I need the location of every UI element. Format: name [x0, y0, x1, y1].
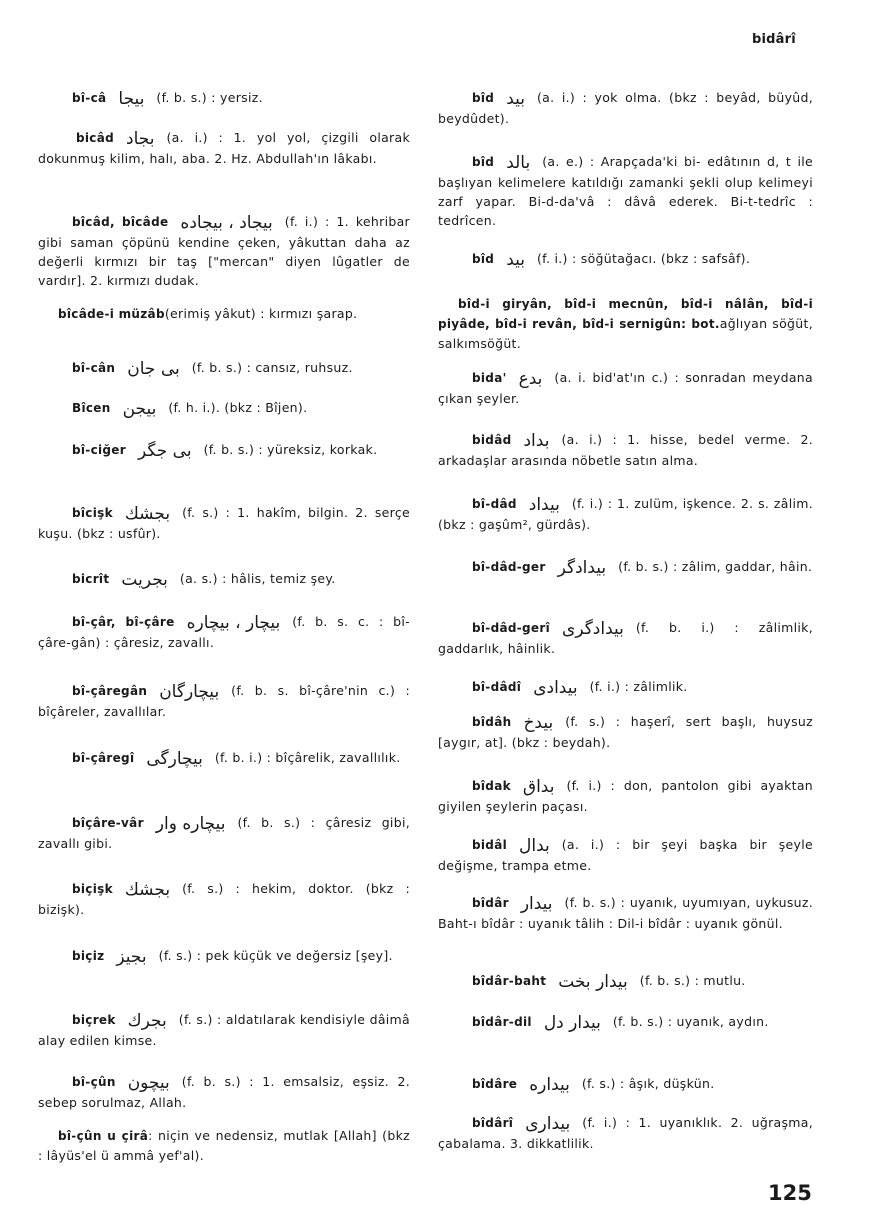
dictionary-entry — [438, 712, 813, 752]
entry-definition: (f. b. i.) : bîçârelik, zavallılık. — [214, 750, 401, 765]
entry-headword: bîdâr-dil — [472, 1015, 532, 1029]
entry-headword: bî-dâdî — [472, 680, 522, 694]
entry-headword: bicrît — [72, 572, 110, 586]
dictionary-entry — [38, 1010, 410, 1050]
dictionary-entry — [438, 430, 813, 470]
entry-definition: (a. s.) : hâlis, temiz şey. — [179, 571, 336, 586]
entry-arabic-script: بی جگر — [137, 441, 192, 461]
dictionary-entry — [438, 835, 813, 875]
entry-headword: biçişk — [72, 882, 113, 896]
entry-definition: (f. b. s.) : 1. emsalsiz, eşsiz. 2. sebep sorulmaz, Allah. — [38, 1074, 410, 1110]
dictionary-entry — [438, 294, 813, 353]
dictionary-entry — [438, 494, 813, 534]
entry-definition: (f. i.) : don, pantolon gibi ayaktan giyilen şeylerin paçası. — [438, 778, 813, 814]
entry-definition: (f. s.) : hekim, doktor. (bkz : bizişk). — [38, 881, 410, 917]
entry-headword: bî-çâr, bî-çâre — [72, 615, 175, 629]
entry-arabic-script: بیدار بخت — [558, 972, 628, 992]
entry-headword: bîdâh — [472, 715, 512, 729]
dictionary-entry — [38, 612, 410, 652]
dictionary-entry — [38, 681, 410, 721]
entry-headword: bîdâr-baht — [472, 974, 547, 988]
entry-arabic-script: بیدادگر — [557, 558, 607, 578]
entry-definition: (f. i.) : söğütağacı. (bkz : safsâf). — [537, 251, 751, 266]
entry-definition: (erimiş yâkut) : kırmızı şarap. — [164, 306, 358, 321]
entry-definition: (f. s.) : pek küçük ve değersiz [şey]. — [158, 948, 393, 963]
entry-arabic-script: بید — [506, 89, 525, 109]
entry-definition: (f. s.) : 1. hakîm, bilgin. 2. serçe kuşu. (bkz : usfûr). — [38, 505, 410, 541]
entry-arabic-script: بیداره — [529, 1075, 570, 1095]
entry-headword: bî-dâd-ger — [472, 560, 546, 574]
entry-headword: bî-çâregî — [72, 751, 135, 765]
entry-arabic-script: بجشك — [124, 880, 171, 900]
page-header-word: bidârî — [752, 32, 796, 47]
entry-definition: (f. i.) : 1. kehribar gibi saman çöpünü kendine çeken, yâkuttan daha az değerli kırmızı bir taş ["mercan" diyen lûgatler de vardır]. 2. kırmızı dudak. — [38, 214, 410, 288]
dictionary-entry — [438, 618, 813, 658]
dictionary-entry — [38, 1072, 410, 1112]
entry-headword: bida' — [472, 371, 507, 385]
entry-headword: biçrek — [72, 1013, 116, 1027]
entry-arabic-script: بیجاد ، بیجاده — [180, 213, 273, 233]
dictionary-entry — [438, 1113, 813, 1153]
entry-definition: ağlıyan söğüt, salkımsöğüt. — [438, 316, 813, 351]
entry-headword: bicâd — [76, 131, 115, 145]
entry-arabic-script: بداق — [522, 777, 555, 797]
entry-definition: (a. i.) : yok olma. (bkz : beyâd, büyûd, beydûdet). — [438, 90, 813, 126]
entry-headword: bî-çûn — [72, 1075, 116, 1089]
entry-definition: (f. b. s.) : mutlu. — [639, 973, 746, 988]
dictionary-entry — [38, 813, 410, 853]
dictionary-entry — [438, 776, 813, 816]
entry-headword: bîdâr — [472, 896, 509, 910]
entry-headword: bî-dâd-gerî — [472, 621, 551, 635]
dictionary-entry — [438, 1074, 813, 1095]
entry-headword: bîcâd, bîcâde — [72, 215, 169, 229]
dictionary-entry — [38, 398, 410, 419]
entry-headword: bîd — [472, 155, 495, 169]
entry-headword: bîd — [472, 91, 495, 105]
entry-arabic-script: بدع — [518, 369, 543, 389]
entry-arabic-script: بیچار ، بیچاره — [186, 613, 281, 633]
dictionary-entry — [38, 503, 410, 543]
entry-definition: (f. b. s.) : cansız, ruhsuz. — [191, 360, 353, 375]
entry-arabic-script: بجریت — [121, 570, 168, 590]
entry-headword: bîçâre-vâr — [72, 816, 144, 830]
entry-arabic-script: بی جان — [127, 359, 180, 379]
entry-definition: (f. b. i.) : zâlimlik, gaddarlık, hâinlik. — [438, 620, 813, 656]
dictionary-entry — [38, 879, 410, 919]
dictionary-entry — [38, 569, 410, 590]
dictionary-entry — [438, 1012, 813, 1033]
entry-definition: (f. b. s.) : zâlim, gaddar, hâin. — [618, 559, 813, 574]
dictionary-entry — [38, 128, 410, 168]
entry-definition: (f. i.) : 1. uyanıklık. 2. uğraşma, çabalama. 3. dikkatlilik. — [438, 1115, 813, 1151]
dictionary-entry — [438, 893, 813, 933]
entry-definition: (a. i.) : bir şeyi başka bir şeyle değişme, trampa etme. — [438, 837, 813, 873]
entry-headword: bîd-i giryân, bîd-i mecnûn, bîd-i nâlân, bîd-i piyâde, bîd-i revân, bîd-i sernigûn: bot. — [438, 297, 813, 331]
entry-arabic-script: بدال — [519, 836, 550, 856]
entry-arabic-script: بیچاره وار — [155, 814, 226, 834]
entry-definition: (f. b. s.) : çâresiz gibi, zavallı gibi. — [38, 815, 410, 851]
dictionary-entry — [438, 557, 813, 578]
dictionary-entry — [38, 212, 410, 290]
page-number: 125 — [768, 1181, 812, 1205]
entry-arabic-script: بیچون — [127, 1073, 170, 1093]
entry-arabic-script: بیجا — [118, 89, 145, 109]
entry-definition: (a. i.) : 1. yol yol, çizgili olarak dokunmuş kilim, halı, aba. 2. Hz. Abdullah'ın lâkabı. — [38, 130, 410, 166]
entry-arabic-script: بجیز — [116, 947, 147, 967]
entry-definition: (f. b. s. c. : bî-çâre-gân) : çâresiz, zavallı. — [38, 614, 410, 650]
entry-headword: bîdak — [472, 779, 511, 793]
entry-definition: (f. i.) : 1. zulüm, işkence. 2. s. zâlim. (bkz : gaşûm², gürdâs). — [438, 496, 813, 532]
entry-headword: bî-câ — [72, 91, 107, 105]
dictionary-entry — [38, 1126, 410, 1165]
entry-definition: (f. s.) : âşık, düşkün. — [581, 1076, 715, 1091]
entry-headword: Bîcen — [72, 401, 111, 415]
entry-headword: bî-çûn u çirâ — [58, 1129, 149, 1143]
entry-headword: bî-ciğer — [72, 443, 126, 457]
entry-arabic-script: بیدادی — [533, 678, 578, 698]
dictionary-entry — [438, 152, 813, 230]
entry-headword: bîdârî — [472, 1116, 514, 1130]
entry-arabic-script: بجرك — [127, 1011, 167, 1031]
entry-headword: bî-çâregân — [72, 684, 148, 698]
entry-arabic-script: بالد — [506, 153, 531, 173]
entry-definition: (a. i. bid'at'ın c.) : sonradan meydana çıkan şeyler. — [438, 370, 813, 406]
entry-arabic-script: بیچارگی — [146, 749, 203, 769]
entry-definition: (f. i.) : zâlimlik. — [589, 679, 688, 694]
entry-definition: (f. b. s. bî-çâre'nin c.) : bîçâreler, zavallılar. — [38, 683, 410, 719]
entry-arabic-script: بیداری — [525, 1114, 571, 1134]
entry-definition: (f. h. i.). (bkz : Bîjen). — [168, 400, 308, 415]
entry-arabic-script: بجاد — [126, 129, 155, 149]
dictionary-entry — [38, 358, 410, 379]
entry-arabic-script: بید — [506, 250, 525, 270]
entry-definition: (a. i.) : 1. hisse, bedel verme. 2. arkadaşlar arasında nöbetle satın alma. — [438, 432, 813, 468]
dictionary-entry — [438, 368, 813, 408]
entry-definition: (a. e.) : Arapçada'ki bi- edâtının d, t ile başlıyan kelimelere katıldığı zamanki şekli olup kelimeyi zarf yapar. Bi-d-da'vâ : dâvâ ederek. Bi-t-tedrîc : tedrîcen. — [438, 154, 813, 228]
entry-definition: (f. b. s.) : uyanık, aydın. — [612, 1014, 769, 1029]
entry-definition: (f. s.) : haşerî, sert başlı, huysuz [aygır, at]. (bkz : beydah). — [438, 714, 813, 750]
entry-arabic-script: بیچارگان — [159, 682, 220, 702]
entry-headword: biçiz — [72, 949, 105, 963]
entry-arabic-script: بیدادگری — [562, 619, 624, 639]
dictionary-entry — [38, 748, 410, 769]
dictionary-entry — [438, 88, 813, 128]
entry-headword: bî-cân — [72, 361, 116, 375]
entry-headword: bîcâde-i müzâb — [58, 307, 165, 321]
entry-arabic-script: بداد — [523, 431, 550, 451]
entry-arabic-script: بجشك — [124, 504, 171, 524]
dictionary-entry — [38, 304, 410, 324]
dictionary-entry — [438, 249, 813, 270]
entry-arabic-script: بیدخ — [523, 713, 554, 733]
dictionary-entry — [438, 971, 813, 992]
entry-headword: bî-dâd — [472, 497, 517, 511]
entry-headword: bîd — [472, 252, 495, 266]
entry-definition: (f. b. s.) : yüreksiz, korkak. — [203, 442, 378, 457]
dictionary-entry — [438, 677, 813, 698]
entry-arabic-script: بیداد — [528, 495, 560, 515]
entry-definition: (f. b. s.) : uyanık, uyumıyan, uykusuz. Baht-ı bîdâr : uyanık tâlih : Dil-i bîdâr : uyanık gönül. — [438, 895, 813, 931]
dictionary-entry — [38, 88, 410, 109]
entry-definition: : niçin ve nedensiz, mutlak [Allah] (bkz : lâyüs'el ü ammâ yef'al). — [38, 1128, 410, 1163]
entry-arabic-script: بیدار دل — [543, 1013, 601, 1033]
dictionary-entry — [38, 946, 410, 967]
dictionary-entry — [38, 440, 410, 461]
entry-definition: (f. b. s.) : yersiz. — [156, 90, 263, 105]
entry-arabic-script: بیجن — [122, 399, 157, 419]
entry-arabic-script: بیدار — [520, 894, 553, 914]
entry-headword: bidâl — [472, 838, 508, 852]
entry-definition: (f. s.) : aldatılarak kendisiyle dâimâ alay edilen kimse. — [38, 1012, 410, 1048]
entry-headword: bîcişk — [72, 506, 113, 520]
entry-headword: bîdâre — [472, 1077, 518, 1091]
entry-headword: bidâd — [472, 433, 512, 447]
